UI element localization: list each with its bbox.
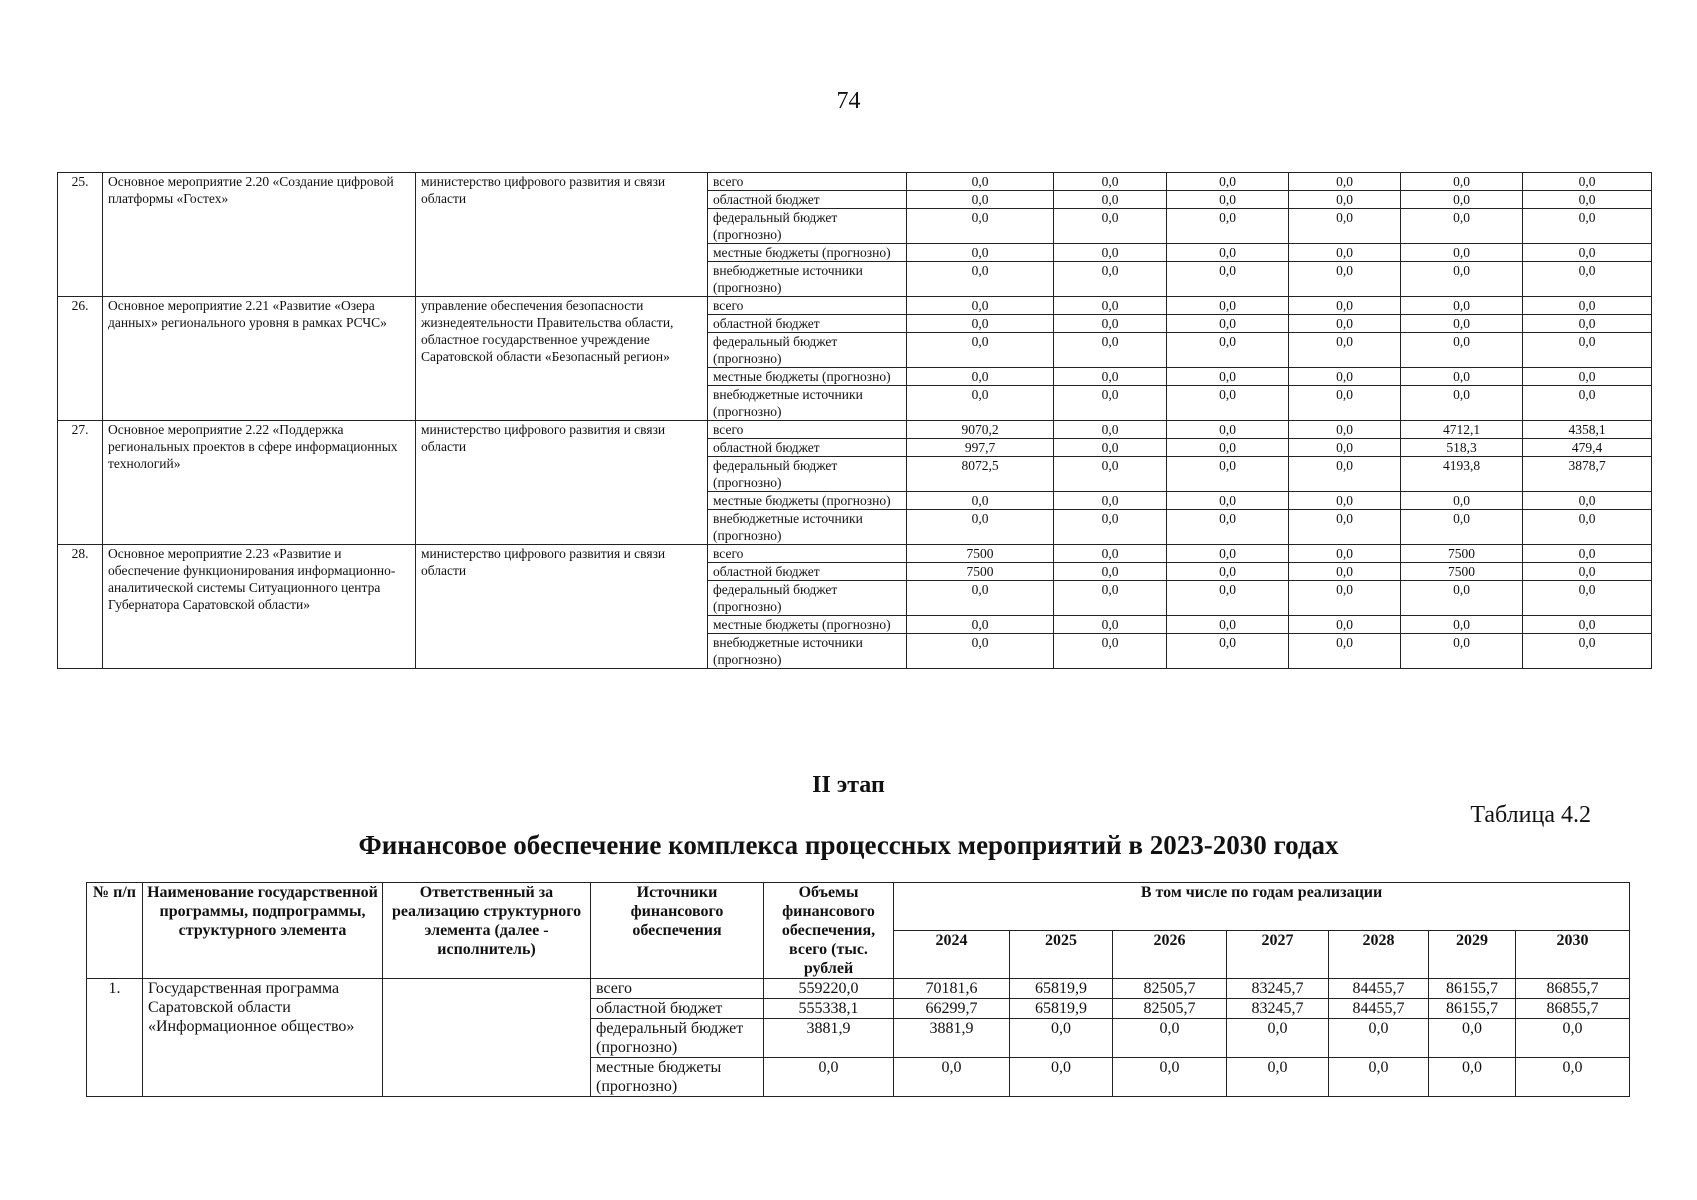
funding-value: 0,0 xyxy=(1167,492,1289,510)
header-year: 2028 xyxy=(1329,931,1429,979)
funding-value: 0,0 xyxy=(1523,386,1652,421)
funding-value: 0,0 xyxy=(907,297,1054,315)
row-number: 25. xyxy=(58,173,103,297)
funding-value: 0,0 xyxy=(1054,492,1167,510)
funding-value: 7500 xyxy=(1401,545,1523,563)
funding-value: 0,0 xyxy=(1054,581,1167,616)
funding-source: областной бюджет xyxy=(708,563,907,581)
header-year: 2027 xyxy=(1227,931,1329,979)
funding-source: всего xyxy=(708,545,907,563)
funding-value: 0,0 xyxy=(1054,173,1167,191)
funding-value: 0,0 xyxy=(1289,297,1401,315)
responsible-executor: министерство цифрового развития и связи области xyxy=(416,545,708,669)
funding-source: всего xyxy=(708,173,907,191)
funding-value: 0,0 xyxy=(1401,333,1523,368)
funding-value: 0,0 xyxy=(907,386,1054,421)
funding-value: 0,0 xyxy=(1167,315,1289,333)
stage-title: II этап xyxy=(812,772,885,798)
funding-value: 0,0 xyxy=(1289,492,1401,510)
table-row xyxy=(58,173,1652,191)
funding-value: 0,0 xyxy=(907,315,1054,333)
funding-value: 0,0 xyxy=(1289,457,1401,492)
funding-value: 0,0 xyxy=(1523,634,1652,669)
funding-value: 0,0 xyxy=(1289,616,1401,634)
financing-table-stage1 xyxy=(57,172,1652,669)
funding-value: 0,0 xyxy=(1401,368,1523,386)
responsible-executor: министерство цифрового развития и связи области xyxy=(416,421,708,545)
funding-value: 3881,9 xyxy=(894,1019,1010,1058)
funding-value: 86855,7 xyxy=(1516,979,1630,999)
funding-value: 0,0 xyxy=(1523,492,1652,510)
funding-value: 0,0 xyxy=(1054,563,1167,581)
table-row xyxy=(58,297,1652,315)
funding-value: 0,0 xyxy=(1401,492,1523,510)
funding-value: 0,0 xyxy=(894,1058,1010,1097)
funding-value: 997,7 xyxy=(907,439,1054,457)
program-name: Государственная программа Саратовской области «Информационное общество» xyxy=(143,979,383,1097)
funding-source: местные бюджеты (прогнозно) xyxy=(591,1058,764,1097)
funding-value: 0,0 xyxy=(907,244,1054,262)
funding-value: 0,0 xyxy=(1167,386,1289,421)
row-number: 26. xyxy=(58,297,103,421)
funding-value: 0,0 xyxy=(1523,173,1652,191)
funding-source: внебюджетные источники (прогнозно) xyxy=(708,634,907,669)
funding-value: 0,0 xyxy=(907,510,1054,545)
table-header-row xyxy=(87,883,1630,931)
funding-value: 0,0 xyxy=(1523,545,1652,563)
funding-value: 0,0 xyxy=(1054,634,1167,669)
table-row xyxy=(87,979,1630,999)
funding-value: 0,0 xyxy=(1523,244,1652,262)
funding-value: 0,0 xyxy=(1167,510,1289,545)
funding-source: внебюджетные источники (прогнозно) xyxy=(708,386,907,421)
funding-value: 0,0 xyxy=(1227,1019,1329,1058)
activity-name: Основное мероприятие 2.20 «Создание цифровой платформы «Гостех» xyxy=(103,173,416,297)
funding-value: 86155,7 xyxy=(1429,979,1516,999)
funding-value: 0,0 xyxy=(1167,457,1289,492)
funding-value: 0,0 xyxy=(1289,191,1401,209)
funding-value: 0,0 xyxy=(1516,1019,1630,1058)
funding-value: 7500 xyxy=(907,563,1054,581)
funding-value: 0,0 xyxy=(1167,616,1289,634)
funding-value: 9070,2 xyxy=(907,421,1054,439)
funding-value: 0,0 xyxy=(1523,616,1652,634)
funding-value: 0,0 xyxy=(1054,209,1167,244)
funding-value: 4193,8 xyxy=(1401,457,1523,492)
funding-value: 0,0 xyxy=(1523,209,1652,244)
funding-value: 0,0 xyxy=(1167,545,1289,563)
funding-value: 0,0 xyxy=(1523,510,1652,545)
funding-value: 0,0 xyxy=(1167,439,1289,457)
funding-value: 0,0 xyxy=(1010,1019,1113,1058)
funding-value: 3878,7 xyxy=(1523,457,1652,492)
funding-value: 0,0 xyxy=(1516,1058,1630,1097)
activity-name: Основное мероприятие 2.22 «Поддержка региональных проектов в сфере информационных технологий» xyxy=(103,421,416,545)
funding-source: всего xyxy=(708,297,907,315)
funding-value: 0,0 xyxy=(1289,209,1401,244)
funding-value: 0,0 xyxy=(1289,244,1401,262)
funding-value: 0,0 xyxy=(1523,191,1652,209)
funding-value: 70181,6 xyxy=(894,979,1010,999)
header-years-group: В том числе по годам реализации xyxy=(894,883,1630,931)
funding-value: 0,0 xyxy=(1401,173,1523,191)
funding-value: 0,0 xyxy=(1054,368,1167,386)
funding-value: 0,0 xyxy=(907,634,1054,669)
funding-value: 4712,1 xyxy=(1401,421,1523,439)
funding-value: 0,0 xyxy=(1167,581,1289,616)
funding-value: 0,0 xyxy=(1523,563,1652,581)
funding-value: 0,0 xyxy=(1401,634,1523,669)
funding-value: 0,0 xyxy=(907,209,1054,244)
funding-value: 0,0 xyxy=(1523,262,1652,297)
funding-value: 0,0 xyxy=(907,581,1054,616)
funding-value: 0,0 xyxy=(1289,634,1401,669)
funding-value: 0,0 xyxy=(1113,1058,1227,1097)
funding-value: 0,0 xyxy=(1054,191,1167,209)
funding-value: 0,0 xyxy=(907,191,1054,209)
funding-value: 0,0 xyxy=(1167,634,1289,669)
funding-value: 0,0 xyxy=(1167,421,1289,439)
funding-value: 0,0 xyxy=(1289,545,1401,563)
funding-value: 65819,9 xyxy=(1010,999,1113,1019)
funding-value: 0,0 xyxy=(1289,262,1401,297)
funding-total: 559220,0 xyxy=(764,979,894,999)
table-title: Финансовое обеспечение комплекса процессных мероприятий в 2023-2030 годах xyxy=(358,830,1339,860)
funding-source: местные бюджеты (прогнозно) xyxy=(708,616,907,634)
financing-table-stage2 xyxy=(86,882,1630,1097)
funding-value: 0,0 xyxy=(1054,439,1167,457)
header-year: 2024 xyxy=(894,931,1010,979)
funding-value: 0,0 xyxy=(907,173,1054,191)
funding-value: 82505,7 xyxy=(1113,979,1227,999)
funding-value: 0,0 xyxy=(1167,333,1289,368)
header-num: № п/п xyxy=(87,883,143,979)
funding-value: 0,0 xyxy=(1289,333,1401,368)
funding-value: 0,0 xyxy=(907,368,1054,386)
funding-source: внебюджетные источники (прогнозно) xyxy=(708,262,907,297)
funding-total: 555338,1 xyxy=(764,999,894,1019)
funding-value: 0,0 xyxy=(1523,333,1652,368)
funding-value: 83245,7 xyxy=(1227,979,1329,999)
funding-value: 4358,1 xyxy=(1523,421,1652,439)
funding-value: 0,0 xyxy=(1167,368,1289,386)
table-label: Таблица 4.2 xyxy=(1470,802,1591,828)
funding-value: 84455,7 xyxy=(1329,999,1429,1019)
funding-value: 0,0 xyxy=(1054,510,1167,545)
funding-source: федеральный бюджет (прогнозно) xyxy=(708,457,907,492)
responsible-executor xyxy=(383,979,591,1097)
funding-value: 0,0 xyxy=(1401,510,1523,545)
funding-value: 86155,7 xyxy=(1429,999,1516,1019)
funding-value: 0,0 xyxy=(1289,439,1401,457)
funding-value: 0,0 xyxy=(1054,333,1167,368)
header-responsible: Ответственный за реализацию структурного элемента (далее - исполнитель) xyxy=(383,883,591,979)
funding-value: 0,0 xyxy=(1401,386,1523,421)
header-year: 2025 xyxy=(1010,931,1113,979)
responsible-executor: министерство цифрового развития и связи области xyxy=(416,173,708,297)
funding-value: 0,0 xyxy=(1010,1058,1113,1097)
funding-value: 0,0 xyxy=(1401,297,1523,315)
funding-value: 0,0 xyxy=(1289,368,1401,386)
funding-value: 0,0 xyxy=(1113,1019,1227,1058)
funding-source: областной бюджет xyxy=(591,999,764,1019)
funding-value: 0,0 xyxy=(1523,368,1652,386)
funding-value: 0,0 xyxy=(1329,1058,1429,1097)
funding-value: 518,3 xyxy=(1401,439,1523,457)
funding-source: местные бюджеты (прогнозно) xyxy=(708,368,907,386)
funding-value: 65819,9 xyxy=(1010,979,1113,999)
page-number: 74 xyxy=(836,88,861,114)
table-row xyxy=(58,421,1652,439)
header-volume: Объемы финансового обеспечения, всего (тыс. рублей xyxy=(764,883,894,979)
funding-total: 3881,9 xyxy=(764,1019,894,1058)
funding-value: 66299,7 xyxy=(894,999,1010,1019)
funding-value: 0,0 xyxy=(1167,563,1289,581)
funding-value: 0,0 xyxy=(1329,1019,1429,1058)
funding-value: 0,0 xyxy=(1523,315,1652,333)
funding-total: 0,0 xyxy=(764,1058,894,1097)
funding-value: 0,0 xyxy=(1054,421,1167,439)
funding-value: 0,0 xyxy=(1054,315,1167,333)
funding-value: 0,0 xyxy=(907,616,1054,634)
funding-source: местные бюджеты (прогнозно) xyxy=(708,244,907,262)
funding-source: областной бюджет xyxy=(708,191,907,209)
funding-value: 0,0 xyxy=(1401,209,1523,244)
funding-source: федеральный бюджет (прогнозно) xyxy=(708,581,907,616)
funding-source: областной бюджет xyxy=(708,439,907,457)
header-year: 2026 xyxy=(1113,931,1227,979)
header-sources: Источники финансового обеспечения xyxy=(591,883,764,979)
funding-value: 0,0 xyxy=(907,333,1054,368)
row-number: 27. xyxy=(58,421,103,545)
funding-value: 0,0 xyxy=(1054,545,1167,563)
funding-value: 0,0 xyxy=(1167,173,1289,191)
funding-value: 0,0 xyxy=(1289,510,1401,545)
header-year: 2030 xyxy=(1516,931,1630,979)
funding-value: 0,0 xyxy=(1401,191,1523,209)
funding-value: 8072,5 xyxy=(907,457,1054,492)
funding-value: 0,0 xyxy=(1054,262,1167,297)
funding-value: 0,0 xyxy=(1227,1058,1329,1097)
activity-name: Основное мероприятие 2.23 «Развитие и обеспечение функционирования информационно-аналитической системы Ситуационного центра Губернатора Саратовской области» xyxy=(103,545,416,669)
header-year: 2029 xyxy=(1429,931,1516,979)
funding-value: 0,0 xyxy=(1289,581,1401,616)
funding-value: 0,0 xyxy=(1054,297,1167,315)
funding-value: 0,0 xyxy=(1289,421,1401,439)
funding-source: всего xyxy=(708,421,907,439)
funding-value: 0,0 xyxy=(1401,616,1523,634)
funding-value: 0,0 xyxy=(1289,563,1401,581)
funding-value: 0,0 xyxy=(1167,262,1289,297)
row-number: 28. xyxy=(58,545,103,669)
funding-value: 7500 xyxy=(1401,563,1523,581)
funding-value: 7500 xyxy=(907,545,1054,563)
funding-source: всего xyxy=(591,979,764,999)
funding-value: 0,0 xyxy=(1523,297,1652,315)
funding-value: 0,0 xyxy=(1429,1058,1516,1097)
funding-value: 0,0 xyxy=(907,492,1054,510)
funding-value: 83245,7 xyxy=(1227,999,1329,1019)
funding-value: 0,0 xyxy=(1054,244,1167,262)
funding-value: 0,0 xyxy=(1401,262,1523,297)
funding-value: 0,0 xyxy=(1054,457,1167,492)
funding-value: 0,0 xyxy=(1167,244,1289,262)
funding-value: 0,0 xyxy=(1289,315,1401,333)
funding-value: 0,0 xyxy=(1401,581,1523,616)
activity-name: Основное мероприятие 2.21 «Развитие «Озера данных» регионального уровня в рамках РСЧС» xyxy=(103,297,416,421)
funding-value: 479,4 xyxy=(1523,439,1652,457)
funding-source: областной бюджет xyxy=(708,315,907,333)
funding-value: 0,0 xyxy=(1429,1019,1516,1058)
row-number: 1. xyxy=(87,979,143,1097)
header-name: Наименование государственной программы, подпрограммы, структурного элемента xyxy=(143,883,383,979)
funding-value: 82505,7 xyxy=(1113,999,1227,1019)
funding-value: 0,0 xyxy=(1167,191,1289,209)
funding-value: 0,0 xyxy=(1289,173,1401,191)
table-row xyxy=(58,545,1652,563)
funding-value: 0,0 xyxy=(1167,297,1289,315)
funding-value: 0,0 xyxy=(1289,386,1401,421)
funding-value: 84455,7 xyxy=(1329,979,1429,999)
funding-value: 0,0 xyxy=(1167,209,1289,244)
funding-value: 0,0 xyxy=(1401,244,1523,262)
funding-value: 0,0 xyxy=(1401,315,1523,333)
funding-value: 0,0 xyxy=(907,262,1054,297)
funding-value: 0,0 xyxy=(1523,581,1652,616)
responsible-executor: управление обеспечения безопасности жизнедеятельности Правительства области, областное государственное учреждение Саратовской области «Безопасный регион» xyxy=(416,297,708,421)
funding-value: 86855,7 xyxy=(1516,999,1630,1019)
funding-value: 0,0 xyxy=(1054,616,1167,634)
funding-source: федеральный бюджет (прогнозно) xyxy=(708,209,907,244)
funding-source: федеральный бюджет (прогнозно) xyxy=(591,1019,764,1058)
funding-source: местные бюджеты (прогнозно) xyxy=(708,492,907,510)
funding-source: внебюджетные источники (прогнозно) xyxy=(708,510,907,545)
funding-source: федеральный бюджет (прогнозно) xyxy=(708,333,907,368)
funding-value: 0,0 xyxy=(1054,386,1167,421)
